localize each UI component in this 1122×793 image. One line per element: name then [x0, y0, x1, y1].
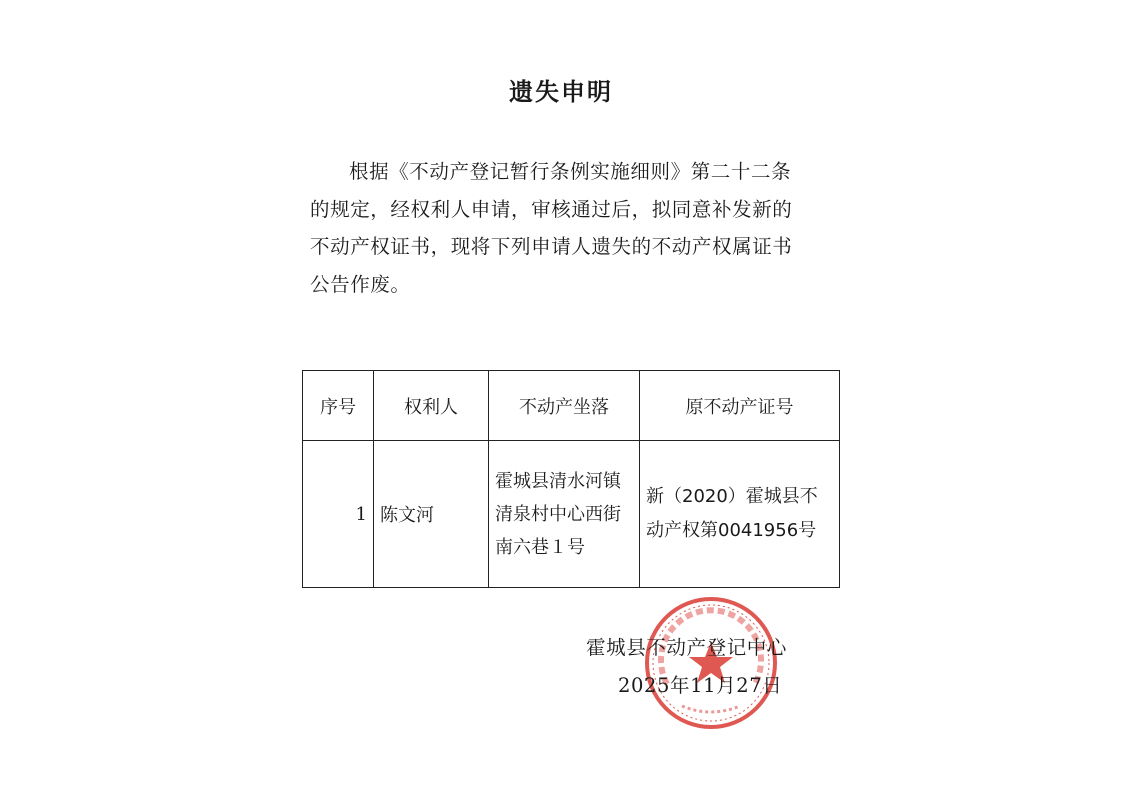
cell-certificate: 新（2020）霍城县不动产权第0041956号	[640, 441, 840, 588]
table-row	[303, 441, 840, 588]
cell-seq: 1	[303, 441, 374, 588]
page-title: 遗失申明	[509, 77, 613, 106]
notice-table	[302, 370, 840, 588]
table-header-row	[303, 371, 840, 441]
official-seal-star-icon	[642, 594, 780, 732]
notice-body: 根据《不动产登记暂行条例实施细则》第二十二条的规定，经权利人申请，审核通过后，拟同意补发新的不动产权证书，现将下列申请人遗失的不动产权属证书公告作废。	[310, 160, 793, 296]
issue-date: 2025年11月27日	[618, 674, 783, 697]
header-holder: 权利人	[374, 371, 489, 441]
header-location: 不动产坐落	[489, 371, 640, 441]
cell-location: 霍城县清水河镇清泉村中心西街南六巷１号	[489, 441, 640, 588]
issuing-organization: 霍城县不动产登记中心	[586, 636, 788, 659]
header-certificate: 原不动产证号	[640, 371, 840, 441]
header-seq: 序号	[303, 371, 374, 441]
cell-holder: 陈文河	[374, 441, 489, 588]
